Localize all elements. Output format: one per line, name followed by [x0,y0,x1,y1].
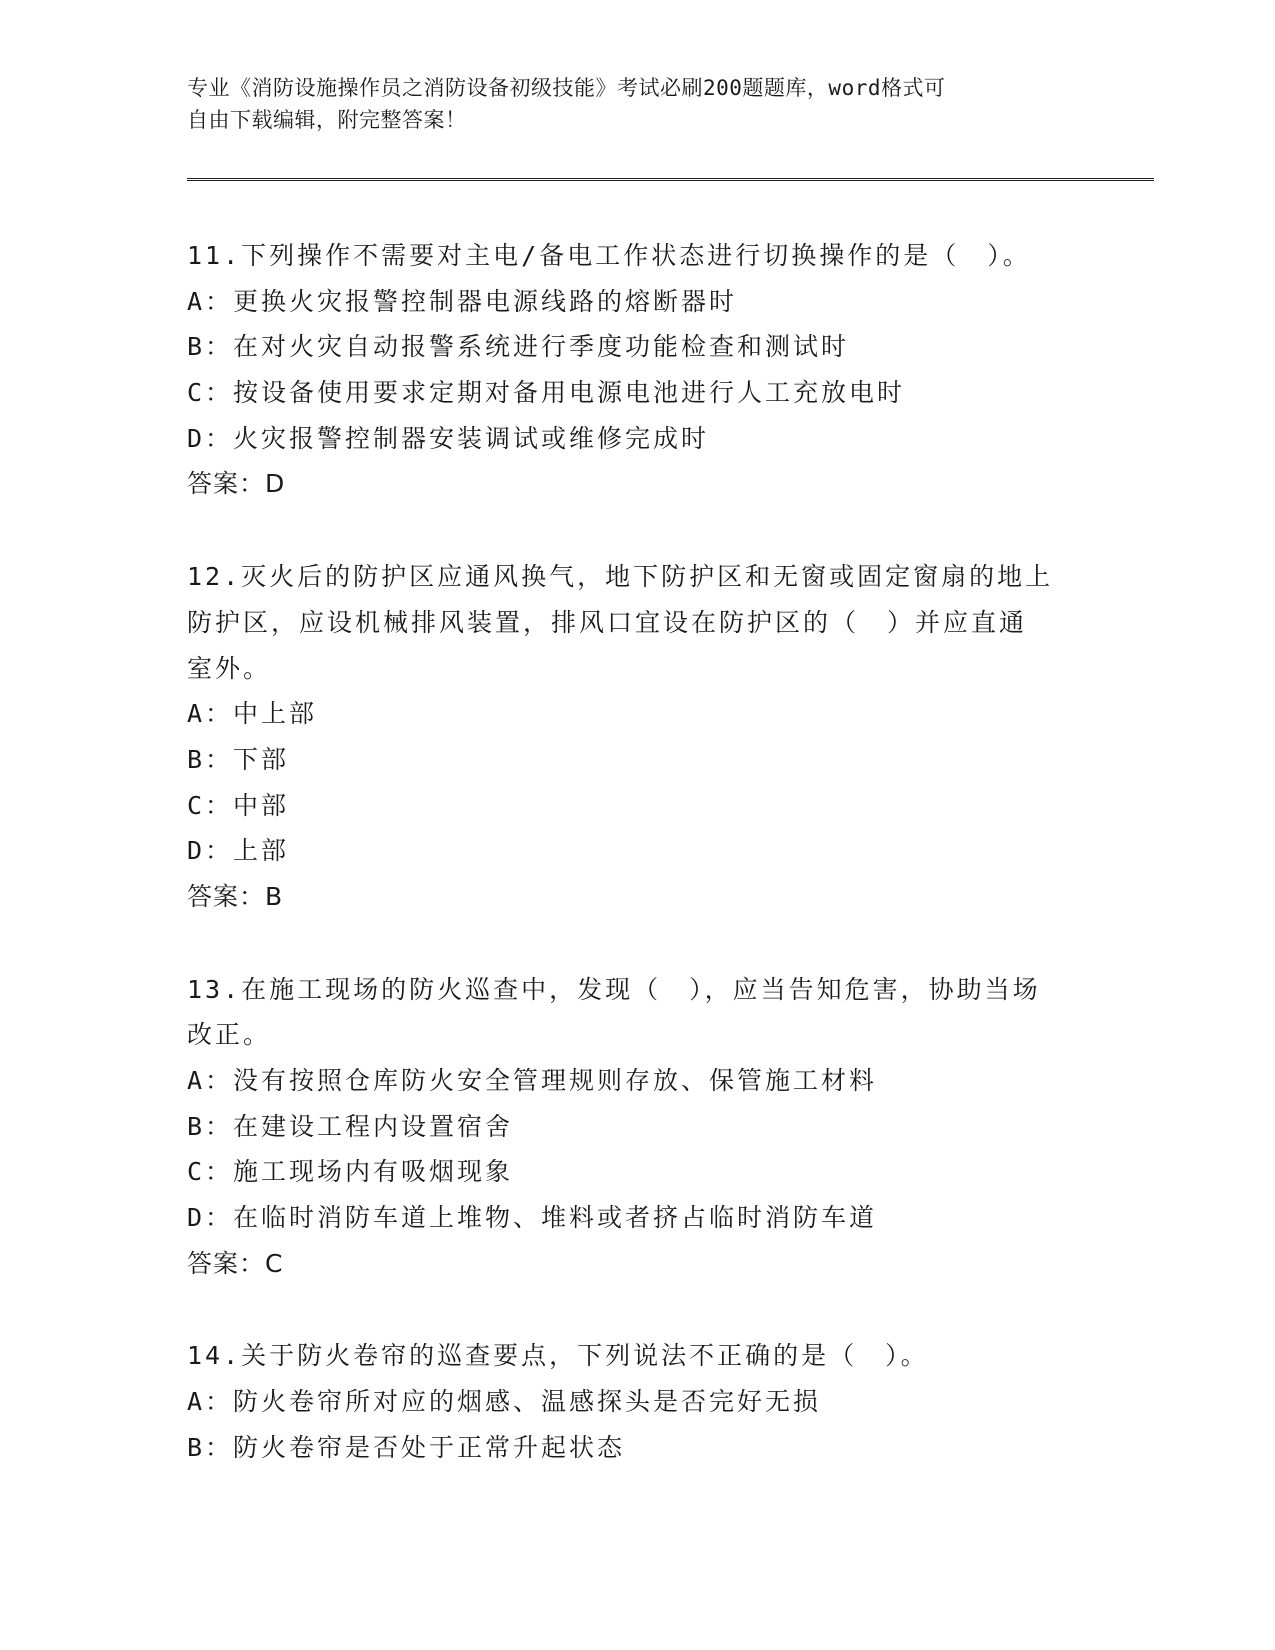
question-stem: 14.关于防火卷帘的巡查要点，下列说法不正确的是（ ）。 [187,1341,929,1371]
option-b: B：在对火灾自动报警系统进行季度功能检查和测试时 [187,332,850,362]
question-11 [187,233,1087,507]
option-d: D：在临时消防车道上堆物、堆料或者挤占临时消防车道 [187,1203,878,1233]
question-stem: 12.灭火后的防护区应通风换气，地下防护区和无窗或固定窗扇的地上 [187,562,1054,592]
question-13 [187,967,1087,1287]
option-d: D：上部 [187,836,290,866]
answer-line: 答案：B [187,881,284,911]
question-stem: 13.在施工现场的防火巡查中，发现（ ），应当告知危害，协助当场 [187,974,1041,1004]
question-12 [187,554,1087,920]
header-divider [187,178,1154,181]
question-14 [187,1333,1087,1470]
answer-line: 答案：C [187,1248,284,1278]
question-stem: 室外。 [187,653,272,683]
option-a: A：防火卷帘所对应的烟感、温感探头是否完好无损 [187,1387,822,1417]
option-c: C：施工现场内有吸烟现象 [187,1157,514,1187]
option-b: B：防火卷帘是否处于正常升起状态 [187,1432,626,1462]
option-a: A：中上部 [187,699,318,729]
question-stem: 防护区，应设机械排风装置，排风口宜设在防护区的（ ）并应直通 [187,607,1028,637]
option-b: B：下部 [187,744,290,774]
header-line-2: 自由下载编辑，附完整答案！ [187,108,467,132]
answer-line: 答案：D [187,469,286,499]
option-b: B：在建设工程内设置宿舍 [187,1111,514,1141]
header-line-1: 专业《消防设施操作员之消防设备初级技能》考试必刷200题题库，word格式可 [187,76,946,100]
question-list [187,233,1087,1518]
option-a: A：没有按照仓库防火安全管理规则存放、保管施工材料 [187,1066,878,1095]
option-c: C：中部 [187,790,290,820]
option-a: A：更换火灾报警控制器电源线路的熔断器时 [187,286,738,316]
question-stem: 11.下列操作不需要对主电/备电工作状态进行切换操作的是（ ）。 [187,241,1031,270]
option-c: C：按设备使用要求定期对备用电源电池进行人工充放电时 [187,378,906,408]
question-stem: 改正。 [187,1020,272,1050]
document-header [187,72,1067,136]
option-d: D：火灾报警控制器安装调试或维修完成时 [187,423,710,453]
